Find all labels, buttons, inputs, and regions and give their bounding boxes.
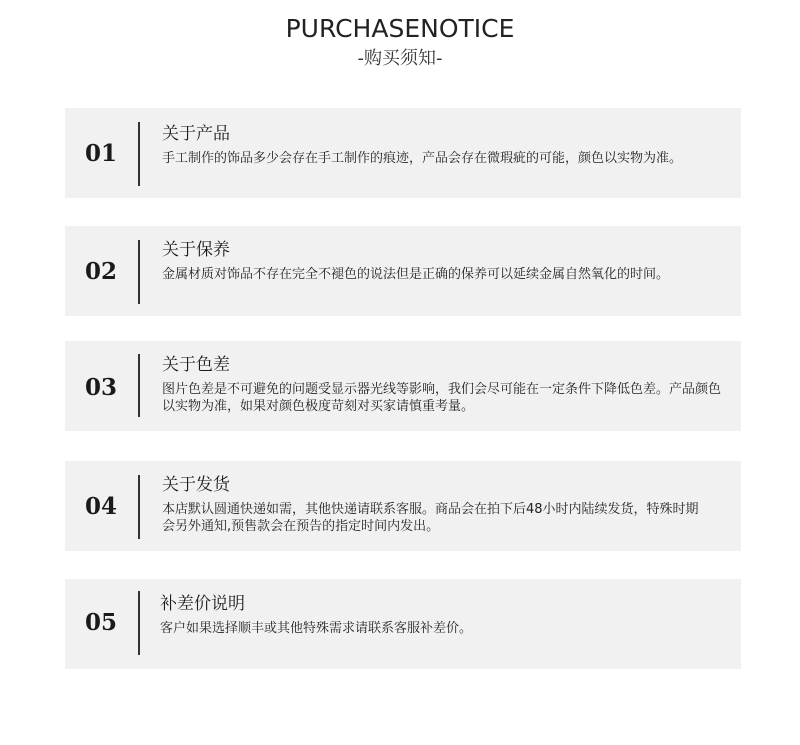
notice-card-price-difference — [65, 579, 741, 669]
notice-title: 关于保养 — [162, 240, 230, 260]
page-header — [0, 14, 800, 73]
notice-content — [162, 354, 721, 415]
notice-content — [162, 239, 721, 283]
notice-number: 03 — [84, 374, 117, 401]
page-title: PURCHASENOTICE — [285, 14, 515, 43]
notice-divider — [138, 475, 140, 539]
notice-number: 01 — [84, 140, 117, 167]
notice-title: 补差价说明 — [160, 594, 245, 614]
notice-divider — [138, 122, 140, 186]
notice-text: 本店默认圆通快递如需，其他快递请联系客服。商品会在拍下后48小时内陆续发货，特殊时期会另外通知,预售款会在预告的指定时间内发出。 — [162, 502, 699, 534]
page-subtitle: -购买须知- — [357, 48, 443, 69]
notice-content — [162, 123, 721, 167]
notice-card-product — [65, 108, 741, 198]
notice-text: 手工制作的饰品多少会存在手工制作的痕迹，产品会存在微瑕疵的可能，颜色以实物为准。 — [162, 151, 683, 166]
notice-divider — [138, 354, 140, 417]
notice-title: 关于色差 — [162, 355, 230, 375]
notice-number: 05 — [84, 609, 117, 636]
notice-text: 图片色差是不可避免的问题受显示器光线等影响，我们会尽可能在一定条件下降低色差。产品颜色以实物为准，如果对颜色极度苛刻对买家请慎重考量。 — [162, 382, 722, 414]
notice-card-shipping — [65, 461, 741, 551]
notice-divider — [138, 591, 140, 655]
notice-card-maintenance — [65, 226, 741, 316]
notice-title: 关于发货 — [162, 475, 230, 495]
notice-content — [162, 474, 721, 535]
notice-number: 02 — [84, 258, 117, 285]
notice-divider — [138, 240, 140, 304]
notice-text: 客户如果选择顺丰或其他特殊需求请联系客服补差价。 — [160, 621, 473, 636]
notice-content — [160, 593, 721, 637]
notice-number: 04 — [84, 493, 117, 520]
notice-card-color — [65, 341, 741, 431]
notice-title: 关于产品 — [162, 124, 230, 144]
notice-text: 金属材质对饰品不存在完全不褪色的说法但是正确的保养可以延续金属自然氧化的时间。 — [162, 267, 670, 282]
